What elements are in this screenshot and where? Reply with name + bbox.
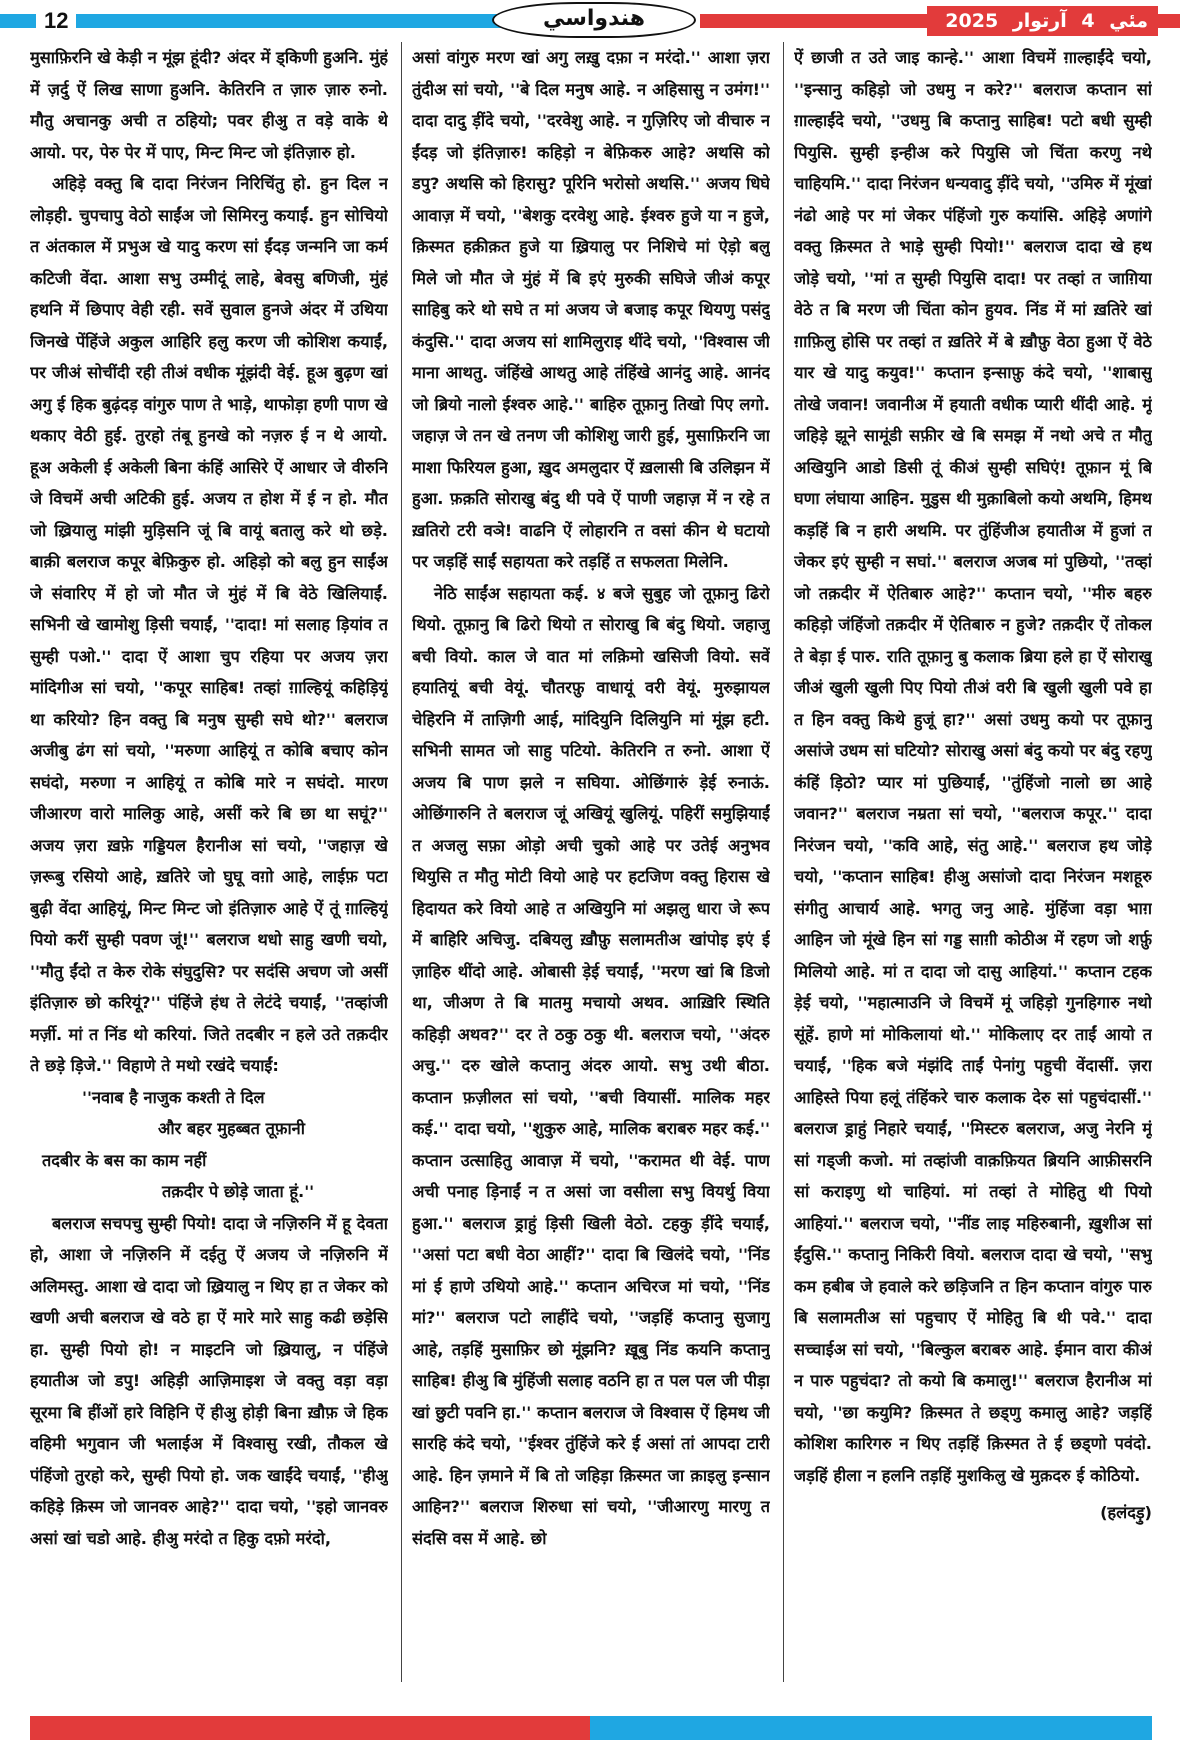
date-year: 2025 (945, 10, 999, 32)
page-header (0, 0, 1180, 38)
date-month: مئي (1109, 10, 1148, 32)
page-footer (30, 1716, 1152, 1740)
article-body (30, 42, 1152, 1682)
article-paragraph: नेठि साईंअ सहायता कई. ४ बजे सुबुह जो तूफ़ानु ढिरो थियो. तूफ़ानु बि ढिरो थियो त सोराखु बि बंदु थियो. जहाजु बची वियो. काल जे वात मां लक़िमो खसिजी वियो. सवें हयातियूं बची वेयूं. चौतरफ़ु वाधायूं वरी वेयूं. मुरुझायल चेहिरनि में ताज़िगी आई, मांदियुनि दिलियुनि मां मूंझ हटी. सभिनी सामत जो साहु पटियो. केतिरनि त रुनो. आशा ऐं अजय बि पाण झले न सघिया. ओछिंगारुं ड़ेई रुनाऊं. ओछिंगारुनि ते बलराज जूं अखियूं खुलियूं. पहिरीं समुझियाईं त अजलु सफ़ा ओड़ो अची चुको आहे पर उतेई अनुभव थियुसि त मौतु मोटी वियो आहे पर हटजिण वक्तु हिरास खे हिदायत करे वियो आहे त अखियुनि मां अझलु धारा जे रूप में बाहिरि अचिजु. दबियलु ख़ौफ़ु सलामतीअ खांपोइ इएं ई ज़ाहिरु थींदो आहे. ओबासी ड़ेई चयाईं, ''मरण खां बि डिजो था, जीअण ते बि मातमु मचायो अथव. आख़िरि स्थिति कहिड़ी अथव?'' दर ते ठकु ठकु थी. बलराज चयो, ''अंदरु अचु.'' दरु खोले कप्तानु अंदरु आयो. सभु उथी बीठा. कप्तान फ़ज़ीलत सां चयो, ''बची वियासीं. मालिक महर कई.'' दादा चयो, ''शुकुरु आहे, मालिक बराबरु महर कई.'' कप्तान उत्साहितु आवाज़ में चयो, ''करामत थी वेई. पाण अची पनाह ड़िनाईं न त असां जा वसीला सभु वियर्थु विया हुआ.'' बलराज ड्राहुं ड़िसी खिली वेठो. टहकु ड़ींदे चयाईं, ''असां पटा बधी वेठा आहीं?'' दादा बि खिलंदे चयो, ''निंड मां ई हाणे उथियो आहे.'' कप्तान अचिरज मां चयो, ''निंड मां?'' बलराज पटो लाहींदे चयो, ''जड़हिं कप्तानु सुजागु आहे, तड़हिं मुसाफ़िर छो मूंझनि? ख़ूबु निंड कयनि कप्तानु साहिब! हीअु बि मुंहिंजी सलाह वठनि हा त पल पल जी पीड़ा खां छुटी पवनि हा.'' कप्तान बलराज जे विश्वास ऐं हिमथ जी सारहि कंदे चयो, ''ईश्वर तुंहिंजे करे ई असां तां आपदा टारी आहे. हिन ज़माने में बि तो जहिड़ा क़िस्मत जा क़ाइलु इन्सान आहिन?'' बलराज शिरुधा सां चयो, ''जीआरणु मारणु त संदसि वस में आहे. छो (412, 583, 770, 1548)
poem-line: और बहर मुहब्बत तूफ़ानी (158, 1119, 305, 1138)
article-paragraph: बलराज सचपचु सुम्ही पियो! दादा जे नज़िरुनि में हू देवता हो, आशा जे नज़िरुनि में दईतु ऐं अजय जे नज़िरुनि में अलिमस्तु. आशा खे दादा जो ख़्रियालु न थिए हा त जेकर को खणी अची बलराज खे वठे हा ऐं मारे मारे साहु कढी छड़ेसि हा. सुम्ही पियो हो! न माइटनि जो ख़्रियालु, न पंहिंजे हयातीअ जो डपु! अहिड़ी आज़िमाइश जे वक्तु वड़ा वड़ा सूरमा बि हींओं हारे विहिनि ऐं हीअु होड़ी बिना ख़ौफ़ जे हिक वहिमी भगुवान जी भलाईअ में विश्वासु रखी, तौकल खे पंहिंजो तुरहो करे, सुम्ही पियो हो. जक खाईंदे चयाईं, ''हीअु कहिड़े क़िस्म जो जानवरु आहे?'' दादा चयो, ''इहो जानवरु असां खां चडो आहे. हीअु मरंदो त हिकु दफ़ो मरंदो, (30, 1213, 388, 1548)
article-column-2 (412, 42, 770, 1682)
article-paragraph: मुसाफ़िरनि खे केड़ी न मूंझ हूंदी? अंदर में ड्किणी हुअनि. मुंहं में ज़र्दु ऐं लिख साणा हुअनि. केतिरनि त ज़ारु ज़ारु रुनो. मौतु अचानकु अची त ठहियो; पवर हीअु त वड़े वाके थे आयो. पर, पेरु पेर में पाए, मिन्ट मिन्ट जो इंतिज़ारु हो. (30, 48, 388, 162)
article-column-3 (794, 42, 1152, 1682)
dateline (927, 6, 1158, 36)
date-weekday: آرتوار (1012, 10, 1067, 32)
page-number: 12 (36, 8, 76, 34)
footer-blue-bar (590, 1716, 1152, 1740)
continued-label: (हलंदड़ु) (1100, 1503, 1152, 1522)
masthead-logo: هندواسي (492, 2, 696, 38)
poem-line: तक़दीर पे छोड़े जाता हूं.'' (162, 1182, 315, 1201)
article-column-1 (30, 42, 388, 1682)
header-blue-bar (0, 14, 560, 28)
poem-block (30, 1082, 388, 1208)
poem-line: तदबीर के बस का काम नहीं (42, 1150, 207, 1170)
article-paragraph: असां वांगुरु मरण खां अगु लख़ु दफ़ा न मरंदो.'' आशा ज़रा तुंदीअ सां चयो, ''बे दिल मनुष आहे. न अहिसासु न उमंग!'' दादा दादु ड़ींदे चयो, ''दरवेशु आहे. न गुज़िरिए जो वीचारु न ईंदड़ जो इंतिज़ारु! कहिड़ो न बेफ़िकरु आहे? अथसि को डपु? अथसि को हिरासु? पूरिनि भरोसो अथसि.'' अजय धिघे आवाज़ में चयो, ''बेशकु दरवेशु आहे. ईश्वरु हुजे या न हुजे, क़िस्मत हक़ीक़त हुजे या ख़्रियालु पर निशिचे मां ऐड़ो बलु मिले जो मौत जे मुंहं में बि इएं मुरुकी सघिजे जीअं कपूर साहिबु करे थो सघे त मां अजय जे बजाइ कपूर थियणु पसंदु कंदुसि.'' दादा अजय सां शामिलुराइ थींदे चयो, ''विश्वास जी माना आथतु. जंहिंखे आथतु आहे तंहिंखे आनंदु आहे. आनंद जो ब्रियो नालो ईश्वरु आहे.'' बाहिरु तूफ़ानु तिखो पिए लगो. जहाज़ जे तन खे तनण जी कोशिशु जारी हुई, मुसाफ़िरनि जा माशा फिरियल हुआ, ख़ुद अमलुदार ऐं ख़लासी बि उलिझन में हुआ. फ़क़ति सोराखु बंदु थी पवे ऐं पाणी जहाज़ में न रहे त ख़तिरो टरी वञे! वाढनि ऐं लोहारनि त वसां कीन थे घटायो पर जड़हिं साईं सहायता करे तड़हिं त सफलता मिलेनि. (412, 48, 770, 571)
date-day: 4 (1081, 10, 1095, 32)
article-paragraph: ऐं छाजी त उते जाइ कान्हे.'' आशा विचमें ग़ाल्हाईंदे चयो, ''इन्सानु कहिड़ो जो उधमु न करे?'' बलराज कप्तान सां ग़ाल्हाईंदे चयो, ''उधमु बि कप्तानु साहिब! पटो बधी सुम्ही पियुसि. सुम्ही इन्हीअ करे पियुसि जो चिंता करणु नथे चाहियमि.'' दादा निरंजन धन्यवादु ड़ींदे चयो, ''उमिरु में मूंखां नंढो आहे पर मां जेकर पंहिंजो गुरु कयांसि. अहिड़े अणांगे वक्तु क़िस्मत ते भाड़े सुम्ही पियो!'' बलराज दादा खे हथ जोड़े चयो, ''मां त सुम्ही पियुसि दादा! पर तव्हां त जाग़िया वेठे त बि मरण जी चिंता कोन हुयव. निंड में मां ख़तिरे खां ग़ाफ़िलु होसि पर तव्हां त ख़तिरे में बे ख़ौफ़ु वेठा हुआ ऐं वेठे यार खे यादु कयुव!'' कप्तान इन्साफ़ु कंदे चयो, ''शाबासु तोखे जवान! जवानीअ में हयाती वधीक प्यारी थींदी आहे. मूं जहिड़े झूने सामूंडी सफ़ीर खे बि समझ में नथो अचे त मौतु अखियुनि आडो डिसी तूं कीअं सुम्ही सघिएं! तूफ़ान मूं बि घणा लंघाया आहिन. मुडुस थी मुक़ाबिलो कयो अथमि, हिमथ कड़हिं बि न हारी अथमि. पर तुंहिंजीअ हयातीअ में हुजां त जेकर इएं सुम्ही न सघां.'' बलराज अजब मां पुछियो, ''तव्हां जो तक़दीर में ऐतिबारु आहे?'' कप्तान चयो, ''मीरु बहरु कहिड़ो जंहिंजो तक़दीर में ऐतिबारु न हुजे? तक़दीर ऐं तोकल ते बेड़ा ई पारु. राति तूफ़ानु बु कलाक ब्रिया हले हा ऐं सोराखु जीअं खुली खुली पिए पियो तीअं वरी बि खुली खुली पवे हा त हिन वक्तु किथे हुजूं हा?'' असां उधमु कयो पर तूफ़ानु असांजे उधम सां घटियो? सोराखु असां बंदु कयो पर बंदु रहणु कंहिं ड़िठो? प्यार मां पुछियाईं, ''तुंहिंजो नालो छा आहे जवान?'' बलराज नम्रता सां चयो, ''बलराज कपूर.'' दादा निरंजन चयो, ''कवि आहे, संतु आहे.'' बलराज हथ जोड़े चयो, ''कप्तान साहिब! हीअु असांजो दादा निरंजन मशहूरु संगीतु आचार्य आहे. भगतु जनु आहे. मुंहिंजा वड़ा भाग़ आहिन जो मूंखे हिन सां गड्ड साग़ी कोठीअ में रहण जो शर्फ़ु मिलियो आहे. मां त दादा जो दासु आहियां.'' कप्तान टहक ड़ेई चयो, ''महात्माउनि जे विचमें मूं जहिड़ो गुनहिगारु नथो सूंहें. हाणे मां मोकिलायां थो.'' मोकिलाए दर ताईं आयो त चयाईं, ''हिक बजे मंझंदि ताईं पेनांगु पहुची वेंदासीं. ज़रा आहिस्ते पिया हलूं तंहिंकरे चारु कलाक देरु सां पहुचंदासीं.'' बलराज ड्राहुं निहारे चयाईं, ''मिस्टरु बलराज, अजु नेरनि मूं सां गड्जी कजो. मां तव्हांजी वाक़फ़ियत ब्रियनि आफ़ीसरनि सां कराइणु थो चाहियां. मां तव्हां ते मोहितु थी पियो आहियां.'' बलराज चयो, ''नींड लाइ महिरुबानी, ख़ुशीअ सां ईंदुसि.'' कप्तानु निकिरी वियो. बलराज दादा खे चयो, ''सभु कम हबीब जे हवाले करे छड़िजनि त हिन कप्तान वांगुरु पारु बि सलामतीअ सां पहुचाए ऐं मोहितु बि थी पवे.'' दादा सच्चाईअ सां चयो, ''बिल्कुल बराबरु आहे. ईमान वारा कीअं न पारु पहुचंदा? तो कयो बि कमालु!'' बलराज हैरानीअ मां चयो, ''छा कयुमि? क़िस्मत ते छड्णु कमालु आहे? जड़हिं कोशिश कारिगरु न थिए तड़हिं क़िस्मत ते ई छड्णो पवंदो. जड़हिं हीला न हलनि तड़हिं मुशकिलु खे मुक़दरु ई कोठियो. (794, 48, 1152, 1485)
article-paragraph: अहिड़े वक्तु बि दादा निरंजन निरिचिंतु हो. हुन दिल न लोड़ही. चुपचापु वेठो साईंअ जो सिमिरनु कयाईं. हुन सोचियो त अंतकाल में प्रभुअ खे यादु करण सां ईंदड़ जन्मनि जा कर्म कटिजी वेंदा. आशा सभु उम्मीदूं लाहे, बेवसु बणिजी, मुंहं हथनि में छिपाए वेही रही. सवें सुवाल हुनजे अंदर में उथिया जिनखे पेंहिंजे अकुल आहिरि हलु करण जी कोशिश कयाईं, पर जीअं सोचींदी रही तीअं वधीक मूंझंदी वेई. हूअ बुढ़ण खां अगु ई हिक बुढ़ंदड़ वांगुरु पाण ते भाड़े, थाफोड़ा हणी पाण खे थकाए वेठी हुई. तुरहो तंबू हुनखे को नज़रु ई न थे आयो. हूअ अकेली ई अकेली बिना कंहिं आसिरे ऐं आधार जे वीरुनि जे विचमें अची अटिकी हुई. अजय त होश में ई न हो. मौत जो ख़्रियालु मांझी मुड़िसनि जूं बि वायूं बतालु करे थो छड़े. बाक़ी बलराज कपूर बेफ़िकुरु हो. अहिड़ो को बलु हुन साईंअ जे संवारिए में हो जो मौत जे मुंहं में बि वेठे खिलियाईं. सभिनी खे खामोशु ड़िसी चयाईं, ''दादा! मां सलाह ड़ियांव त सुम्ही पओ.'' दादा ऐं आशा चुप रहिया पर अजय ज़रा मांदिगीअ सां चयो, ''कपूर साहिब! तव्हां ग़ाल्हियूं कहिड़ियूं था करियो? हिन वक्तु बि मनुष सुम्ही सघे थो?'' बलराज अजीबु ढंग सां चयो, ''मरुणा आहियूं त कोबि बचाए कोन सघंदो, मरुणा न आहियूं त कोबि मारे न सघंदो. मारण जीआरण वारो मालिकु आहे, असीं करे बि छा था सघूं?'' अजय ज़रा ख़फ़े गड्डियल हैरानीअ सां चयो, ''जहाज़ खे ज़रूबु रसियो आहे, ख़तिरे जो घुघू वग़ो आहे, लाईफ़ पटा बुढ़ी वेंदा आहियूं, मिन्ट मिन्ट जो इंतिज़ारु आहे ऐं तूं ग़ाल्हियूं पियो करीं सुम्ही पवण जूं!'' बलराज थधो साहु खणी चयो, ''मौतु ईंदो त केरु रोके संघुदुसि? पर सदंसि अचण जो असीं इंतिज़ारु छो करियूं?'' पंहिंजे हंध ते लेटंदे चयाईं, ''तव्हांजी मर्ज़ी. मां त निंड थो करियां. जिते तदबीर न हले उते तक़दीर ते छड़े ड़िजे.'' विहाणे ते मथो रखंदे चयाईं: (30, 174, 388, 1075)
footer-red-bar (30, 1716, 590, 1740)
poem-line: ''नवाब है नाजुक कश्ती ते दिल (82, 1087, 265, 1107)
